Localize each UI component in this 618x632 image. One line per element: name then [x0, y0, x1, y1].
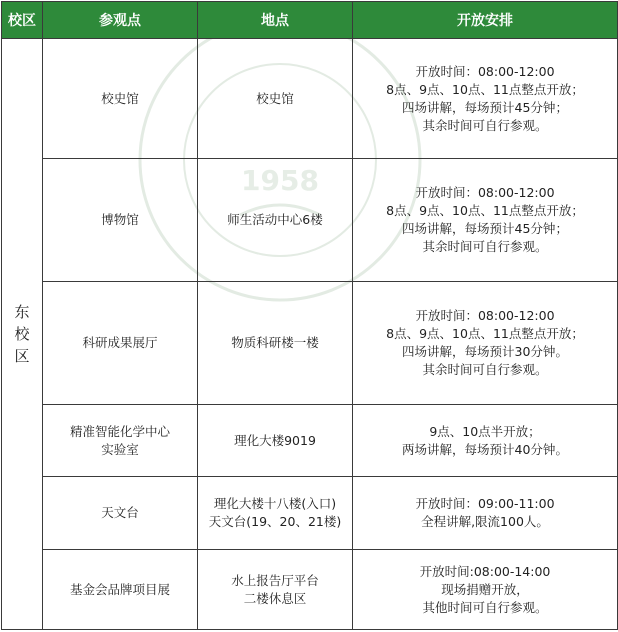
table-row [2, 477, 618, 550]
location-cell: 理化大楼9019 [198, 405, 353, 477]
venue-cell: 天文台 [43, 477, 198, 550]
schedule-cell: 开放时间：08:00-12:00 8点、9点、10点、11点整点开放； 四场讲解，每场预计30分钟。 其余时间可自行参观。 [353, 282, 618, 405]
schedule-cell: 开放时间：08:00-12:00 8点、9点、10点、11点整点开放； 四场讲解，每场预计45分钟； 其余时间可自行参观。 [353, 39, 618, 159]
header-location: 地点 [198, 2, 353, 39]
table-row [2, 405, 618, 477]
location-cell: 师生活动中心6楼 [198, 159, 353, 282]
campus-cell [2, 39, 43, 630]
table-row [2, 282, 618, 405]
campus-char: 东 [14, 303, 30, 321]
table-row [2, 39, 618, 159]
location-cell: 校史馆 [198, 39, 353, 159]
venue-cell: 精准智能化学中心 实验室 [43, 405, 198, 477]
location-cell: 物质科研楼一楼 [198, 282, 353, 405]
visit-schedule-table [1, 1, 618, 630]
table-row [2, 550, 618, 630]
schedule-cell: 开放时间:08:00-14:00 现场捐赠开放， 其他时间可自行参观。 [353, 550, 618, 630]
header-row [2, 2, 618, 39]
header-schedule: 开放安排 [353, 2, 618, 39]
header-venue: 参观点 [43, 2, 198, 39]
venue-cell: 基金会品牌项目展 [43, 550, 198, 630]
schedule-cell: 9点、10点半开放； 两场讲解，每场预计40分钟。 [353, 405, 618, 477]
campus-char: 区 [14, 347, 30, 365]
table-row [2, 159, 618, 282]
campus-char: 校 [14, 325, 30, 343]
schedule-cell: 开放时间：09:00-11:00 全程讲解,限流100人。 [353, 477, 618, 550]
venue-cell: 博物馆 [43, 159, 198, 282]
seal-year: 1958 [241, 164, 319, 197]
schedule-cell: 开放时间：08:00-12:00 8点、9点、10点、11点整点开放； 四场讲解，每场预计45分钟； 其余时间可自行参观。 [353, 159, 618, 282]
venue-cell: 科研成果展厅 [43, 282, 198, 405]
header-campus: 校区 [2, 2, 43, 39]
location-cell: 理化大楼十八楼(入口) 天文台(19、20、21楼) [198, 477, 353, 550]
location-cell: 水上报告厅平台 二楼休息区 [198, 550, 353, 630]
venue-cell: 校史馆 [43, 39, 198, 159]
